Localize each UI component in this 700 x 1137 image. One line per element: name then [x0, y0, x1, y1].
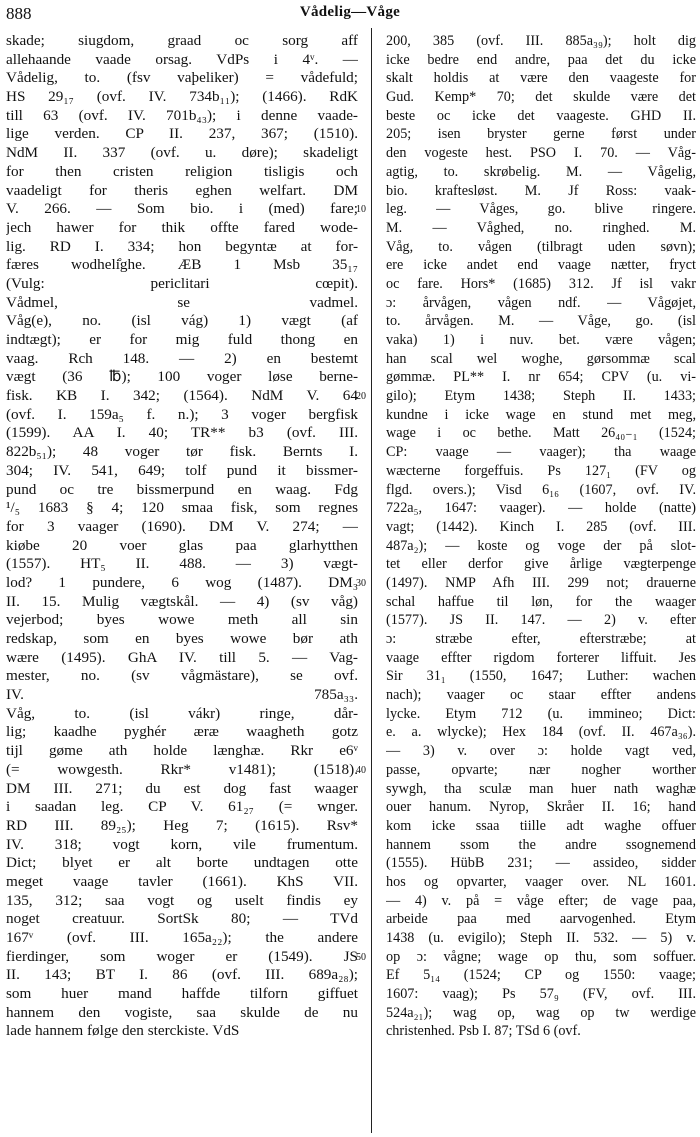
text-line: (ovf. I. 159a₅ f. n.); 3 voger bergfisk: [6, 405, 358, 423]
text-line: vaadeligt for theris eghen welfart. DM: [6, 181, 358, 199]
text-line: vægt (36 ℔); 100 voger løse berne-: [6, 368, 358, 386]
text-line: wæcterne forgeffuis. Ps 127₁ (FV og: [386, 462, 696, 479]
text-line: Våg, to. vågen (tilbragt uden søvn);: [386, 238, 696, 255]
text-line: 205; isen bryster gerne først under: [386, 126, 696, 143]
text-line: wære (1495). GhA IV. till 5. — Vag-: [6, 648, 358, 666]
column-divider: [371, 28, 372, 1133]
text-line: lod? 1 pundere, 6 wog (1487). DM₃: [6, 573, 358, 591]
text-line: II. 143; BT I. 86 (ovf. III. 689a₂₈);: [6, 966, 358, 984]
text-line: 722a₅, 1647: vaager). — holde (natte): [386, 500, 696, 517]
text-line: vaag. Rch 148. — 2) en bestemt: [6, 349, 358, 367]
text-line: IV. 318; vogt korn, vile frumentum.: [6, 835, 358, 853]
text-line: leg. — Våges, go. blive ringere.: [386, 201, 696, 218]
text-line: Gud. Kemp* 70; det skulde være det: [386, 89, 696, 106]
text-line: for 3 vaager (1690). DM V. 274; —: [6, 517, 358, 535]
text-line: hannem den vogiste, saa skulde de nu: [6, 1003, 358, 1021]
text-line: den vogeste hest. PSO I. 70. — Våg-: [386, 145, 696, 162]
text-line: Våg(e), no. (isl vág) 1) vægt (af: [6, 312, 358, 330]
text-line: kiøbe 20 voer glas paa glarhytthen: [6, 536, 358, 554]
text-line: lig. RD I. 334; hon begyntæ at for-: [6, 237, 358, 255]
text-line: meget vaage tavler (1661). KhS VII.: [6, 872, 358, 890]
text-line: bio. kraftesløst. M. Jf Ross: vaak-: [386, 182, 696, 199]
text-line: II. 15. Mulig vægtskål. — 4) (sv våg): [6, 592, 358, 610]
page-number: 888: [6, 4, 32, 23]
text-line: 487a₂); — koste og voge der på slot-: [386, 537, 696, 554]
text-line: lig; kaadhe pyghér æræ waagheth gotz: [6, 723, 358, 741]
margin-line-number: 20: [356, 391, 366, 403]
margin-line-number: 10: [356, 204, 366, 216]
text-line: lade hannem følge den sterckiste. VdS: [6, 1022, 240, 1040]
text-line: agtig, to. skrøbelig. M. — Vågelig,: [386, 163, 696, 180]
text-line: allehaande vaade orsag. VdPs i 4ᵛ. —: [6, 50, 358, 68]
text-line: Vådelig, to. (fsv vaþeliker) = vådefuld;: [6, 69, 358, 87]
text-line: 1438 (u. evigilo); Steph II. 532. — 5) v.: [386, 930, 696, 946]
text-line: (1555). HübB 231; — assideo, sidder: [386, 855, 696, 872]
text-line: ɔ: årvågen, vågen ndf. — Vågøjet,: [386, 294, 696, 311]
text-line: (1557). HT₅ II. 488. — 3) vægt-: [6, 555, 358, 573]
text-line: 135, 312; saa vogt og uselt findis ey: [6, 891, 358, 909]
text-line: DM III. 271; du est dog fast waager: [6, 779, 358, 797]
text-line: RD III. 89₂₅); Heg 7; (1615). Rsv*: [6, 816, 358, 834]
text-line: vagt; (1442). Kinch I. 285 (ovf. III.: [386, 518, 696, 535]
text-line: kom icke ssaa tiille adt waghe offuer: [386, 817, 696, 834]
text-line: hos og opvarter, vaager over. NL 1601.: [386, 873, 696, 890]
text-line: Vådmel, se vadmel.: [6, 293, 358, 311]
text-line: IV. 785a₃₃.: [6, 686, 358, 704]
text-line: beste oc icke det vaageste. GHD II.: [386, 107, 696, 124]
text-line: vaage effter rigdom forterer liffuit. Jes: [386, 649, 696, 666]
running-head: Vådelig—Våge: [299, 4, 401, 20]
text-line: oc fare. Hors* (1685) 312. Jf isl vakr: [386, 275, 696, 292]
text-line: 200, 385 (ovf. III. 885a₃₉); holt dig: [386, 33, 696, 49]
margin-line-number: 30: [356, 578, 366, 590]
text-line: fisk. KB I. 342; (1564). NdM V. 64: [6, 387, 358, 405]
text-line: 822b₅₁); 48 voger tør fisk. Bernts I.: [6, 443, 358, 461]
margin-line-number: 50: [356, 952, 366, 964]
text-line: ere icke andet end vaage nætter, fryct: [386, 257, 696, 274]
text-line: vaka) 1) i nuv. bet. være vågen;: [386, 332, 696, 348]
text-line: redskap, som en byes wowe bør ath: [6, 630, 358, 647]
text-line: som huer mand haffde tilforn giffuet: [6, 985, 358, 1003]
text-line: Sir 31₁ (1550, 1647; Luther: wachen: [386, 668, 696, 685]
text-line: tijl gøme ath holde længhæ. Rkr e6ᵛ: [6, 742, 358, 760]
text-line: icke bedre end andre, paa det du icke: [386, 51, 696, 68]
text-line: M. — Våghed, no. ringhed. M.: [386, 219, 696, 236]
margin-line-number: 40: [356, 765, 366, 777]
text-line: sywgh, tha sculæ man huer nath waghæ: [386, 780, 696, 797]
text-line: fierdinger, som woger er (1549). JS: [6, 947, 358, 965]
text-line: (1577). JS II. 147. — 2) v. efter: [386, 612, 696, 629]
text-line: (= wowgesth. Rkr* v1481); (1518).: [6, 760, 358, 778]
text-line: for then cristen religion tisligis och: [6, 162, 358, 180]
text-line: passe, opvarte; nær nogher worther: [386, 761, 696, 778]
text-line: indtægt); er for mig fuld thong en: [6, 331, 358, 348]
text-line: nach); vaager oc staar effter andens: [386, 687, 696, 704]
text-line: tet eller derfor give årlige vægterpenge: [386, 556, 696, 573]
text-line: gømmæ. PL** I. nr 654; CPV (u. vi-: [386, 369, 696, 386]
text-line: op ɔ: vågne; wage op thu, som soffuer.: [386, 948, 696, 965]
text-line: ¹/₅ 1683 § 4; 120 smaa fisk, som regnes: [6, 499, 358, 517]
text-line: (1497). NMP Afh III. 299 not; drauerne: [386, 574, 696, 591]
text-line: i saadan leg. CP V. 61₂₇ (= wnger.: [6, 798, 358, 816]
text-line: Dict; blyet er alt borte undtagen otte: [6, 854, 358, 872]
text-line: han scal wel woghe, gørsommæ scal: [386, 350, 696, 367]
text-line: CP: vaage — vaager); tha waage: [386, 444, 696, 461]
text-line: skade; siugdom, graad oc sorg aff: [6, 32, 358, 49]
page-header: [0, 4, 700, 24]
text-line: arbeide paa med aarvogenhed. Etym: [386, 911, 696, 928]
text-line: NdM II. 337 (ovf. u. døre); skadeligt: [6, 144, 358, 162]
text-line: schal haffue til løn, for the waager: [386, 593, 696, 610]
text-line: (1599). AA I. 40; TR** b3 (ovf. III.: [6, 424, 358, 442]
left-column: [6, 32, 358, 1041]
text-line: skalt holdis at være den vaageste for: [386, 70, 696, 87]
text-line: V. 266. — Som bio. i (med) fare;: [6, 200, 358, 218]
text-line: christenhed. Psb I. 87; TSd 6 (ovf.: [386, 1023, 581, 1040]
text-line: wage i oc bethe. Matt 26₄₀₋₁ (1524;: [386, 425, 696, 442]
text-line: mester, no. (sv vågmästare), se ovf.: [6, 667, 358, 685]
text-line: hannem ssom the andre ssognemend: [386, 836, 696, 853]
text-line: lige verden. CP II. 237, 367; (1510).: [6, 125, 358, 143]
text-line: ɔ: stræbe efter, efterstræbe; at: [386, 631, 696, 647]
text-line: — 3) v. over ɔ: holde vagt ved,: [386, 743, 696, 760]
text-line: (Vulg: periclitari cœpit).: [6, 274, 358, 292]
text-line: Våg, to. (isl vákr) ringe, dår-: [6, 704, 358, 722]
text-line: pund oc tre bissmerpund en waag. Fdg: [6, 480, 358, 498]
text-line: 304; IV. 541, 649; tolf pund it bissmer-: [6, 461, 358, 479]
text-line: 167ᵛ (ovf. III. 165a₂₂); the andere: [6, 929, 358, 946]
text-line: lycke. Etym 712 (u. immineo; Dict:: [386, 705, 696, 722]
text-line: færes wodheli̊ghe. ÆB 1 Msb 35₁₇: [6, 256, 358, 274]
text-line: kundne i icke wage en stund met meg,: [386, 406, 696, 423]
text-line: noget creatuur. SortSk 80; — TVd: [6, 910, 358, 928]
text-line: 1607: vaag); Ps 57₉ (FV, ovf. III.: [386, 986, 696, 1003]
text-line: — 4) v. på = våge efter; de vage paa,: [386, 892, 696, 909]
text-line: HS 29₁₇ (ovf. IV. 734b₁₁); (1466). RdK: [6, 88, 358, 106]
text-line: 524a₂₁); wag op, wag op tw werdige: [386, 1004, 696, 1021]
text-line: to. årvågen. M. — Våge, go. (isl: [386, 313, 696, 330]
text-line: jech hawer for thik offte fared wode-: [6, 218, 358, 236]
text-line: till 63 (ovf. IV. 701b₄₃); i denne vaade-: [6, 106, 358, 124]
text-line: vejerbod; byes wowe meth all sin: [6, 611, 358, 629]
text-line: ouer hanum. Nyrop, Skråer II. 16; hand: [386, 799, 696, 816]
right-column: [386, 32, 696, 1041]
text-line: Ef 5₁₄ (1524; CP og 1550: vaage;: [386, 967, 696, 984]
text-line: e. a. wlycke); Hex 184 (ovf. II. 467a₃₆).: [386, 724, 696, 741]
text-line: gilo); Etym 1438; Steph II. 1433;: [386, 388, 696, 405]
text-line: flgd. overs.); Visd 6₁₆ (1607, ovf. IV.: [386, 481, 696, 498]
